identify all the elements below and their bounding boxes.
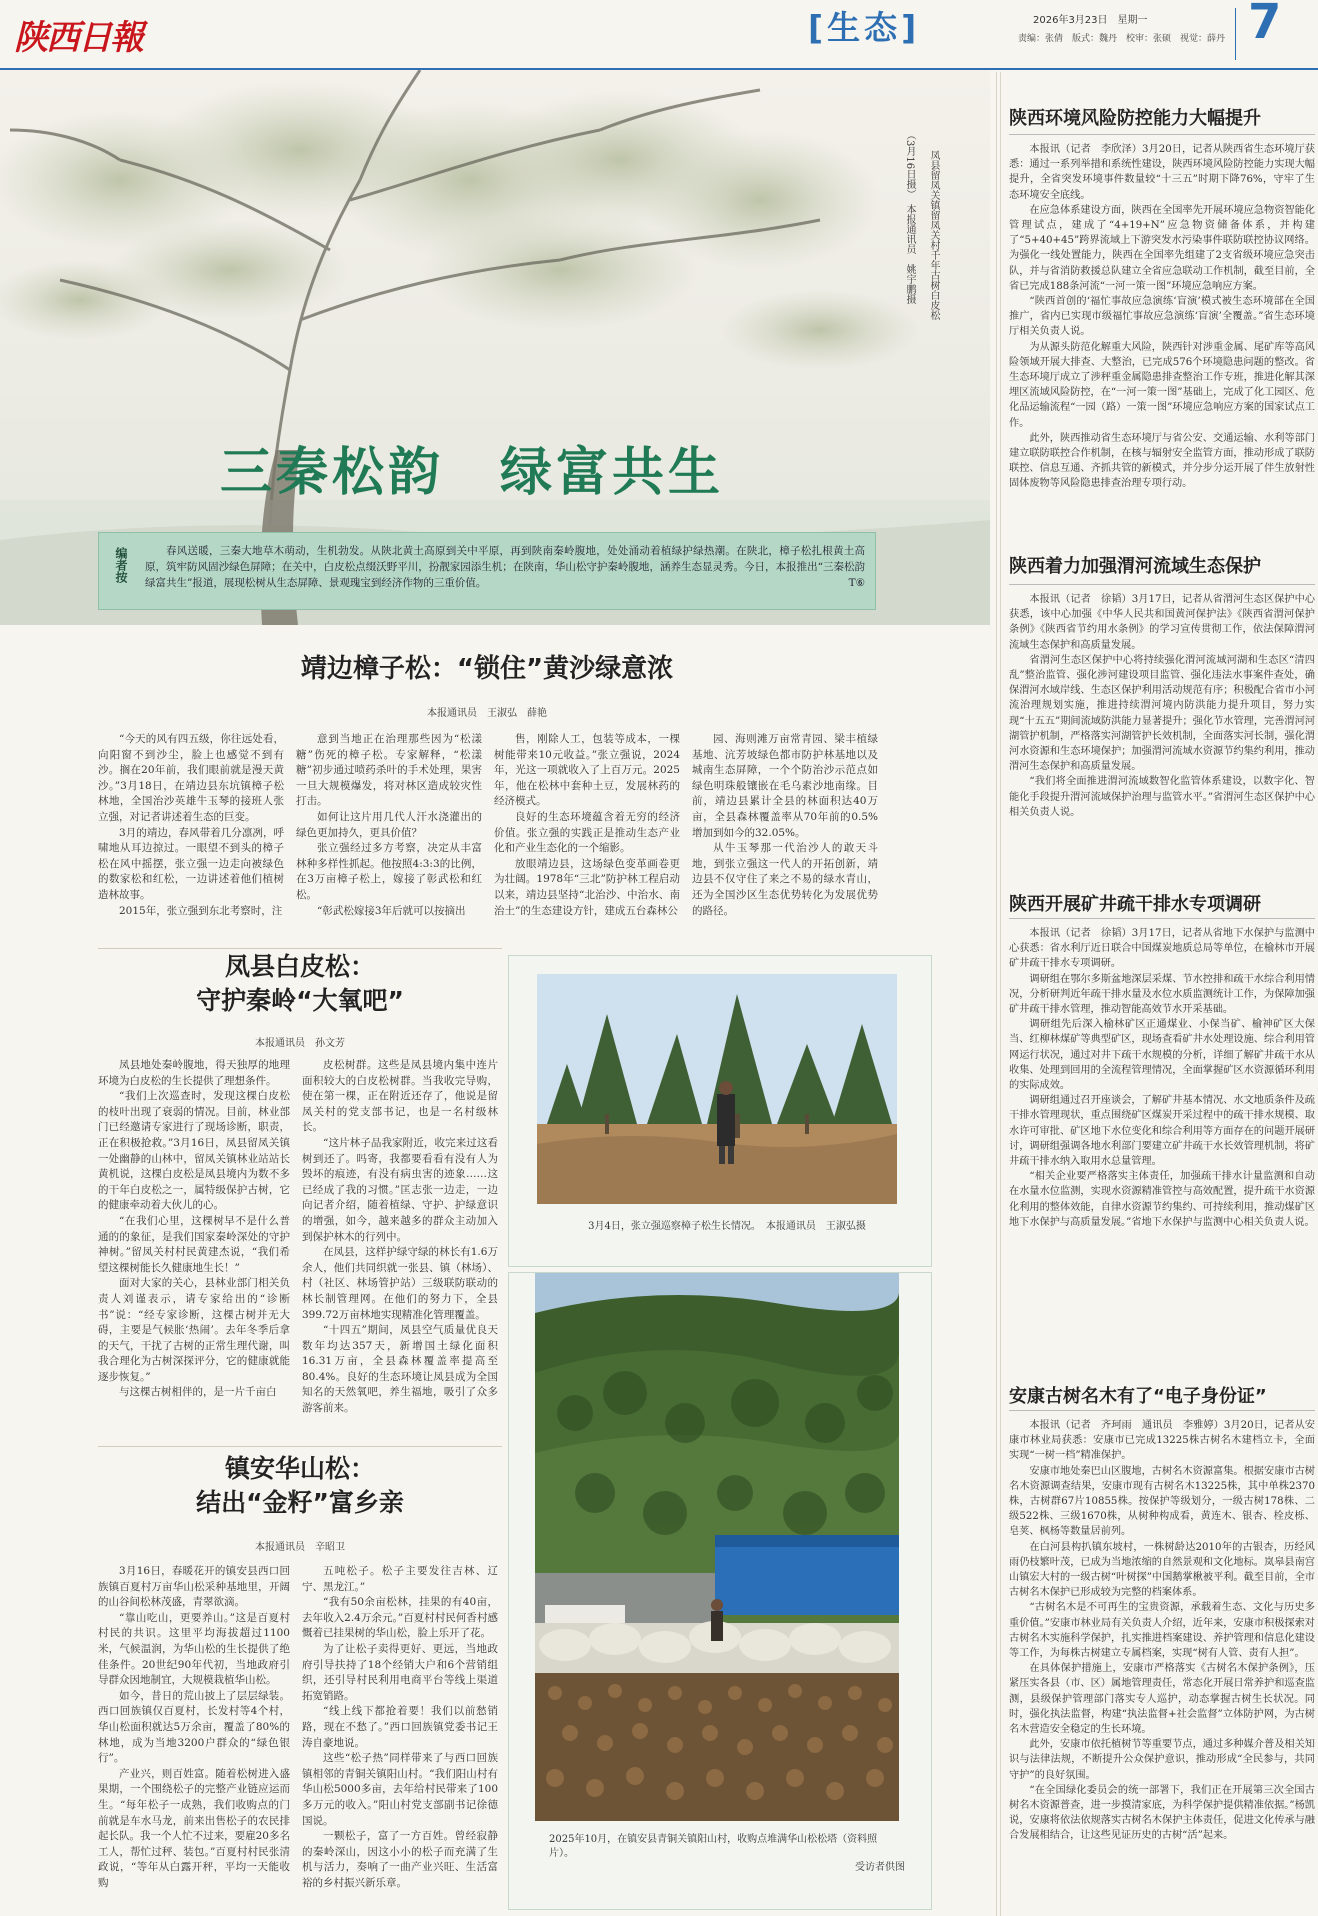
paragraph: “彰武松嫁接3年后就可以按摘出 <box>317 904 466 917</box>
paragraph: 张立强经过多方考察，决定从丰富林种多样性抓起。他按照4:3:3的比例，在3万亩樟子松上，嫁接了彰武松和红松。 <box>296 842 482 901</box>
paragraph: “在我们心里，这棵树早不是什么普通的的象征，是我们国家秦岭深处的守护神树。”留凤关村村民黄建杰说，“我们希望这棵树能长久健康地生长！” <box>98 1214 290 1274</box>
photo-credit: （3月16日摄） 本报通讯员 姚宇鹏摄 <box>904 130 915 305</box>
paragraph: 这些“松子热”同样带来了与西口回族镇相邻的青铜关镇阳山村。“我们阳山村有华山松5000多亩，去年给村民带来了100多万元的收入。”阳山村党支部副书记徐德国说。 <box>302 1752 498 1827</box>
article-zhenan-col1 <box>98 1564 290 1910</box>
photo2-caption: 2025年10月，在镇安县青铜关镇阳山村，收购点堆满华山松松塔（资料照片）。 <box>549 1834 878 1859</box>
paragraph: 一颗松子，富了一方百姓。曾经寂静的秦岭深山，因这小小的松子而充满了生机与活力，奏响了一曲产业兴旺、生活富裕的乡村振兴新乐章。 <box>302 1830 498 1889</box>
paragraph: 为从源头防范化解重大风险，陕西针对涉重金属、尾矿库等高风险领域开展大排查、大整治，已完成576个环境隐患问题的整改。省生态环境厅成立了涉秤重金属隐患排查整治工作专班，推进化解其深埋区流域风险防控，在“一河一策一图”基础上，完成了化工园区、危化品运输流程“一园（路）一策一图”环境应急响应方案的国家试点工作。 <box>1009 341 1315 429</box>
photo1-caption: 3月4日，张立强巡察樟子松生长情况。 本报通讯员 王淑弘摄 <box>588 1221 866 1232</box>
article-zhenan-col2 <box>302 1564 498 1910</box>
paragraph: 在白河县构扒镇东坡村，一株树龄达2010年的古银杏，历经风雨仍枝繁叶茂，已成为当地浓缩的自然景观和文化地标。岚皋县南宫山镇宏大村的一级古树“叶树探”中国鹅掌楸被平利。截至目前，全市古树名木保护已形成较为完整的档案体系。 <box>1009 1541 1315 1599</box>
paragraph: 省渭河生态区保护中心将持续强化渭河流域河湖和生态区“清四乱”整治监管、强化涉河建设项目监管、强化违法水事案件查处，确保渭河水域岸线、生态区保护利用活动规范有序；积极配合省市小河流治理规划实施，推进持续渭河境内防洪能力提升项目，努力实现“十五五”期间流域防洪能力显著提升；强化节水管理，完善渭河河湖管护机制，严格落实河湖管护长效机制，全面落实河长制，强化渭河水资源和生态环境保护；加强渭河流域水资源节约集约利用，推动渭河生态保护和高质量发展。 <box>1009 654 1315 773</box>
paragraph: 本报讯（记者 徐韬）3月17日，记者从省渭河生态区保护中心获悉，该中心加强《中华人民共和国黄河保护法》《陕西省渭河保护条例》《陕西省节约用水条例》的学习宣传贯彻工作，依法保障渭河流域生态保护和高质量发展。 <box>1009 594 1315 651</box>
paragraph: 3月的靖边，春风带着几分凛冽，呼啸地从耳边掠过。一眼望不到头的樟子松在风中摇摆，张立强一边走向被绿色的数家松和红松，一边讲述着他们植树造林故事。 <box>98 826 284 901</box>
column-divider <box>996 72 997 1916</box>
paragraph: 凤县地处秦岭腹地，得天独厚的地理环境为白皮松的生长提供了理想条件。 <box>98 1059 290 1087</box>
sidebar-story2-title: 陕西着力加强渭河流域生态保护 <box>1009 556 1261 577</box>
sidebar-story4-title: 安康古树名木有了“电子身份证” <box>1009 1386 1267 1407</box>
paragraph: “今天的风有四五级，你往远处看，向阳窗不到沙尘，脸上也感觉不到有沙。搁在20年前，我们眼前就是漫天黄沙。”3月18日，在靖边县东坑镇樟子松林地，全国治沙英雄牛玉琴的接班人张立强，对记者讲述着生态的巨变。 <box>98 733 284 823</box>
paragraph: “古树名木是不可再生的宝贵资源，承载着生态、文化与历史多重价值。”安康市林业局有关负责人介绍，近年来，安康市积极探索对古树名木实施科学保护，扎实推进档案建设、养护管理和信息化建设等工作，为每株古树建立专属档案，实现“树有人管、责有人担”。 <box>1009 1602 1315 1660</box>
paragraph: “陕西首创的‘福忙事故应急演练‘盲演’模式被生态环境部在全国推广，省内已实现市级福忙事故应急演练‘盲演’全覆盖。”省生态环境厅相关负责人说。 <box>1009 296 1315 338</box>
paragraph: “我们将全面推进渭河流域数智化监管体系建设，以数字化、智能化手段提升渭河流域保护治理与监管水平。”省渭河生态区保护中心相关负责人说。 <box>1009 776 1315 818</box>
article-jingbian-col2 <box>296 732 482 962</box>
sidebar-story3-title: 陕西开展矿井疏干排水专项调研 <box>1009 894 1261 915</box>
issue-date: 2026年3月23日 星期一 <box>1033 15 1148 26</box>
divider <box>1009 1410 1315 1411</box>
article-fengxian-col1 <box>98 1058 290 1428</box>
pine-inspection-photo <box>537 974 897 1204</box>
paragraph: 面对大家的关心，县林业部门相关负责人刘谨表示，请专家给出的“诊断书”说：“经专家诊断，这棵古树并无大碍，主要是气候胀‘热闹’。去年冬季后拿的天气，干扰了古树的正常生理代谢，叫我合理化为古树深探评分，它的健康就能逐步恢复。” <box>98 1277 290 1383</box>
article-jingbian-col4 <box>692 732 878 962</box>
pine-cone-yard-photo <box>535 1273 899 1821</box>
sidebar-story2-body <box>1009 592 1315 882</box>
paragraph: 此外，陕西推动省生态环境厅与省公安、交通运输、水利等部门建立联防联控合作机制，在核与辐射安全监管方面，推动形成了联防联控、信息互通、齐抓共管的新模式，并分步分运开展了伴生放射性固体废物等风险隐患排查治理专项行动。 <box>1009 432 1315 490</box>
article-fengxian-byline: 本报通讯员 孙文芳 <box>255 1038 345 1049</box>
paragraph: 五吨松子。松子主要发往吉林、辽宁、黑龙江。” <box>302 1565 498 1593</box>
article-zhenan-byline: 本报通讯员 辛昭卫 <box>255 1542 345 1553</box>
sidebar-story3-body <box>1009 926 1315 1434</box>
article-zhenan-title-line2: 结出“金籽”富乡亲 <box>196 1488 404 1517</box>
paragraph: “这片林子品我家附近，收完来过这看树到还了。吗寄，我都要看看有没有人为毁坏的痕迹，有没有病虫害的迹象……这已经成了我的习惯。”匡志张一边走，一边向记者介绍，随着植绿、守护、护绿意识的增强，如今，越来越多的群众主动加入到保护林木的行列中。 <box>302 1136 498 1243</box>
sidebar-story1-body <box>1009 142 1315 580</box>
paragraph: 3月16日，春暖花开的镇安县西口回族镇百夏村万亩华山松采种基地里，开阔的山谷间松林茂盛，青翠欲滴。 <box>98 1565 290 1609</box>
editor-note-label: 编者按 <box>114 547 128 583</box>
article-zhenan-title <box>98 1452 502 1520</box>
article-fengxian-title <box>98 950 502 1018</box>
article-jingbian-byline: 本报通讯员 王淑弘 薛艳 <box>427 708 547 719</box>
article-zhenan-title-line1: 镇安华山松： <box>224 1454 375 1483</box>
paragraph: “我们上次巡查时，发现这棵白皮松的枝叶出现了衰弱的情况。目前，林业部门已经邀请专家进行了现场诊断，职责，正在积极抢救。”3月16日，凤县留凤关镇一处幽静的山林中，留凤关镇林业站站长黄机说，这棵白皮松是凤县境内为数不多的干年白皮松之一，属特级保护古树，它的健康牵动着大伙儿的心。 <box>98 1090 290 1212</box>
editor-credits: 责编：张倩 版式：魏丹 校审：张硕 视觉：薛丹 <box>1018 34 1226 44</box>
paragraph: 意到当地正在治理那些因为“松漾糖”伤死的樟子松。专家解释，“松漾糖”初步通过喷药杀叶的手术处理，果害一旦大规模爆发，将对林区造成较灾性打击。 <box>296 733 482 808</box>
masthead <box>0 0 1318 70</box>
main-headline: 三秦松韵 绿富共生 <box>220 443 725 503</box>
paragraph: 放眼靖边县，这场绿色变革画卷更为壮阔。1978年“三北”防护林工程启动以来，靖边县坚持“北治沙、中治水、南治土”的生态建设方针，建成五台森林公 <box>494 857 680 917</box>
paragraph: 本报讯（记者 徐韬）3月17日，记者从省地下水保护与监测中心获悉：省水利厅近日联合中国煤炭地质总局等单位，在榆林市开展矿井疏干排水专项调研。 <box>1009 928 1315 970</box>
editor-note-body: 春风送暖，三秦大地草木萌动，生机勃发。从陕北黄土高原到关中平原，再到陕南秦岭腹地，处处涌动着植绿护绿热潮。在陕北，樟子松扎根黄土高原，筑牢防风固沙绿色屏障；在关中，白皮松点缀沃野平川，扮靓家园添生机；在陕南，华山松守护秦岭腹地，涵养生态显灵秀。今日，本报推出“三秦松韵 绿富共生”报道，展现松树从生态屏障、景观瑰宝到经济作物的三重价值。 <box>145 545 876 589</box>
divider <box>98 948 502 949</box>
sidebar-story4-body <box>1009 1418 1315 1912</box>
article-fengxian-title-line2: 守护秦岭“大氧吧” <box>196 986 404 1015</box>
paragraph: 为了让松子卖得更好、更远，当地政府引导扶持了18个经销大户和6个营销组织，还引导村民利用电商平台等线上渠道拓宽销路。 <box>302 1642 498 1702</box>
paragraph: 从牛玉琴那一代治沙人的敢天斗地，到张立强这一代人的开拓创新，靖边县不仅守住了来之不易的绿水青山，还为全国沙区生态优势转化为发展优势的路径。 <box>692 842 878 917</box>
divider <box>1009 584 1315 585</box>
paragraph: 产业兴，则百姓富。随着松树进入盛果期，一个围绕松子的完整产业链应运而生。“每年松子一成熟，我们收购点的门前就是车水马龙，前来出售松子的农民排起长队。我一个人忙不过来，要雇20多名工人，帮忙过秤、装包。”百夏村村民张清政说，“等年从白露开秤，平均一天能收购 <box>98 1767 290 1889</box>
paragraph: “在全国绿化委员会的统一部署下，我们正在开展第三次全国古树名木资源普查，进一步摸清家底，为科学保护提供精准依据。”杨凯说，安康将依法依规落实古树名木保护主体责任，促进文化传承与融合发展相结合，让这些见证历史的古树“活”起来。 <box>1009 1784 1315 1842</box>
paragraph: “十四五”期间，凤县空气质量优良天数年均达357天，新增国土绿化面积16.31万亩，全县森林覆盖率提高至80.4%。良好的生态环境让凤县成为全国知名的天然氧吧，养生福地，吸引了众多游客前来。 <box>302 1324 498 1415</box>
article-fengxian-title-line1: 凤县白皮松： <box>224 952 375 981</box>
photo-caption: 凤县留凤关镇留凤关村千年古树白皮松 <box>928 150 939 320</box>
paragraph: 良好的生态环境蕴含着无穷的经济价值。张立强的实践正是推动生态产业化和产业生态化的一个缩影。 <box>494 810 680 855</box>
article-jingbian-col1 <box>98 732 284 962</box>
paragraph: 2015年，张立强到东北考察时，注 <box>119 904 283 917</box>
paragraph: 在具体保护措施上，安康市严格落实《古树名木保护条例》，压紧压实各县（市、区）属地管理责任，常态化开展日常养护和巡查监测，县级保护管理部门落实专人巡护，动态掌握古树生长状况。同时，强化执法监督，构建“执法监督+社会监督”立体防护网，为古树名木营造安全稳定的生长环境。 <box>1009 1663 1315 1736</box>
paragraph: 调研组通过召开座谈会，了解矿井基本情况、水文地质条件及疏干排水管理现状，重点围绕矿区煤炭开采过程中的疏干排水规模、取水许可审批、矿区地下水位变化和综合利用等方面存在的问题开展研讨，调研组强调各地水利部门要建立矿井疏干水长效管理机制，将矿井疏干排水纳入取用水总量管理。 <box>1009 1095 1315 1168</box>
editor-note-suffix: T⑥ <box>848 577 865 589</box>
paragraph: 与这棵古树相伴的，是一片千亩白 <box>119 1386 277 1399</box>
paragraph: 调研组在鄂尔多斯盆地深层采煤、节水控排和疏干水综合利用情况，分析研判近年疏干排水量及水位水质监测统计工作，为保障加强矿井疏干排水管理，推动智能高效节水开采基础。 <box>1009 973 1315 1016</box>
photo2-credit: 受访者供图 <box>855 1862 905 1873</box>
article-jingbian-col3 <box>494 732 680 962</box>
sidebar-news <box>1000 72 1318 1916</box>
divider <box>1009 134 1315 135</box>
divider <box>98 1446 502 1447</box>
photo-box-2 <box>508 1272 932 1910</box>
paragraph: “相关企业要严格落实主体责任，加强疏干排水计量监测和自动在水量水位监测，实现水资源精准管控与高效配置，提升疏干水资源化利用的整体效能，自律水资源节约集约、可持续利用，推动煤矿区地下水保护与高质量发展。”省地下水保护与监测中心相关负责人说。 <box>1009 1171 1315 1228</box>
paragraph: “靠山吃山，更要养山。”这是百夏村村民的共识。这里平均海拔超过1100米，气候温润，为华山松的生长提供了绝佳条件。20世纪90年代初，当地政府引导群众因地制宜，大规模栽植华山松。 <box>98 1611 290 1687</box>
paragraph: 如何让这片用几代人汗水浇灌出的绿色更加持久，更具价值？ <box>296 810 482 839</box>
sidebar-story1-title: 陕西环境风险防控能力大幅提升 <box>1009 108 1261 129</box>
paragraph: 售，刚除人工，包装等成本，一棵树能带来10元收益。”张立强说，2024年，光这一项就收入了上百万元。2025年，他在松林中套种土豆，发展林药的经济模式。 <box>494 733 680 808</box>
page-number: 7 <box>1248 0 1282 50</box>
paragraph: 本报讯（记者 李欣泽）3月20日，记者从陕西省生态环境厅获悉：通过一系列举措和系统性建设，陕西环境风险防控能力实现大幅提升，全省突发环境事件数量较“十三五”时期下降76%，守牢了生态环境安全底线。 <box>1009 144 1315 201</box>
masthead-divider <box>1235 8 1236 60</box>
paragraph: “线上线下都抢着要！我们以前愁销路，现在不愁了。”西口回族镇党委书记王涛自豪地说。 <box>302 1705 498 1749</box>
paragraph: 皮松树群。这些是凤县境内集中连片面积较大的白皮松树群。当我收完导购，使在第一棵，正在附近还存了，他说是留凤关村的党支部书记，也是一名村级林长。 <box>302 1059 498 1134</box>
editor-note-box <box>98 532 876 610</box>
paragraph: 在应急体系建设方面，陕西在全国率先开展环境应急物资智能化管理试点，建成了“4+19+N”应急物资储备体系，并构建了“5+40+45”跨界流域上下游突发水污染事件联防联控协议网络。为强化一线处置能力，陕西在全国率先组建了2支省级环境应急突击队，并与省消防救援总队建立全省应急联动工作机制，截至目前，全省已完成188条河流“一河一策一图”环境应急响应方案。 <box>1009 204 1315 292</box>
editor-note-text <box>145 543 876 591</box>
paragraph: 调研组先后深入榆林矿区正通煤业、小保当矿、榆神矿区大保当、红柳林煤矿等典型矿区，现场查看矿井水处理设施、综合利用管网运行状况，通过对井下疏干水规模的分析，详细了解矿井疏干水从收集、处理到回用的全流程管理情况，全面掌握矿区水资源循环利用的实际成效。 <box>1009 1019 1315 1092</box>
divider <box>1009 918 1315 919</box>
article-jingbian-title: 靖边樟子松：“锁住”黄沙绿意浓 <box>300 654 674 684</box>
paragraph: 在凤县，这样护绿守绿的林长有1.6万余人，他们共同织就一张县、镇（林场）、村（社区、林场管护站）三级联防联动的林长制管理网。在他们的努力下，全县399.72万亩林地实现精准化管理覆盖。 <box>302 1246 498 1321</box>
paragraph: 如今，昔日的荒山披上了层层绿装。西口回族镇仅百夏村，长发村等4个村，华山松面积就达5万余亩，覆盖了80%的林地，成为当地3200户群众的“绿色银行”。 <box>98 1689 290 1765</box>
photo-box-1 <box>508 955 932 1267</box>
paragraph: 本报讯（记者 齐珂雨 通讯员 李雅婷）3月20日，记者从安康市林业局获悉：安康市已完成13225株古树名木建档立卡，全面实现“一树一档”精准保护。 <box>1009 1420 1315 1462</box>
paragraph: 安康市地处秦巴山区腹地，古树名木资源富集。根据安康市古树名木资源调查结果，安康市现有古树名木13225株，其中单株2370株，古树群67片10855株。按保护等级划分，一级古树178株、二级522株、三级1670株，从树种构成看，黄连木、银杏、栓皮栎、皂荚、枫杨等数量居前列。 <box>1009 1465 1315 1538</box>
paragraph: “我有50余亩松林，挂果的有40亩，去年收入2.4万余元。”百夏村村民何香村感慨着已挂果树的华山松，脸上乐开了花。 <box>302 1596 498 1640</box>
article-fengxian-col2 <box>302 1058 498 1428</box>
newspaper-logo: 陕西日報 <box>14 18 142 58</box>
section-label: [生态] <box>808 8 921 47</box>
paragraph: 园、海则滩万亩常青园、梁丰植绿基地、沆芳坡绿色都市防护林基地以及城南生态屏障，一个个防治沙示范点如绿色明珠般镶嵌在毛乌素沙地南缘。目前，靖边县累计全县的林面积达40万亩，全县森林覆盖率从70年前的0.5%增加到如今的32.05%。 <box>692 733 878 839</box>
paragraph: 此外，安康市依托植树节等重要节点，通过多种媒介普及相关知识与法律法规，不断提升公众保护意识，推动形成“全民参与，共同守护”的良好氛围。 <box>1009 1739 1315 1781</box>
